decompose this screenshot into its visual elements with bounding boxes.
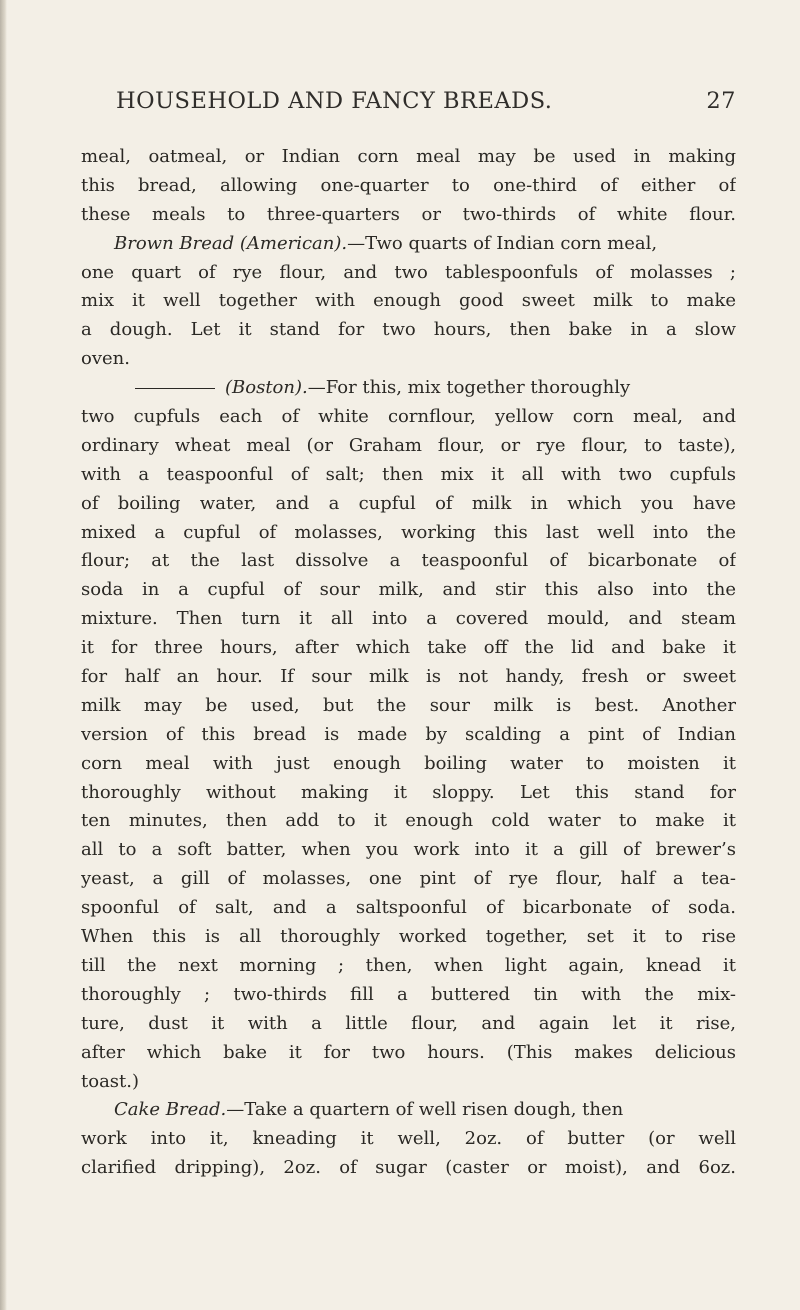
text-line: soda in a cupful of sour milk, and stir this also into the: [81, 579, 736, 601]
text-line: [81, 374, 736, 403]
page-number: 27: [706, 88, 736, 114]
text-line: clarified dripping), 2oz. of sugar (caster or moist), and 6oz.: [81, 1157, 736, 1179]
recipe-heading-cake-bread: Cake Bread.: [114, 1099, 227, 1121]
text-line: till the next morning ; then, when light again, knead it: [81, 954, 736, 976]
text-line: ordinary wheat meal (or Graham flour, or rye flour, to taste),: [81, 434, 736, 456]
text-line: a dough. Let it stand for two hours, then bake in a slow: [81, 319, 736, 341]
running-header: [116, 88, 736, 116]
text-line: thoroughly without making it sloppy. Let this stand for: [81, 781, 736, 803]
text-line: flour; at the last dissolve a teaspoonful of bicarbonate of: [81, 550, 736, 572]
text-line: spoonful of salt, and a saltspoonful of bicarbonate of soda.: [81, 897, 736, 919]
text-line: of boiling water, and a cupful of milk in which you have: [81, 492, 736, 514]
text-line: When this is all thoroughly worked together, set it to rise: [81, 926, 736, 948]
text-line: yeast, a gill of molasses, one pint of rye flour, half a tea-: [81, 868, 736, 890]
text-line: oven.: [81, 348, 130, 370]
text-run: —Two quarts of Indian corn meal,: [347, 232, 658, 254]
text-line: corn meal with just enough boiling water to moisten it: [81, 752, 736, 774]
text-line: mix it well together with enough good sweet milk to make: [81, 290, 736, 312]
text-line: after which bake it for two hours. (This makes delicious: [81, 1041, 736, 1063]
recipe-heading-boston: (Boston).: [225, 377, 308, 399]
text-line: with a teaspoonful of salt; then mix it all with two cupfuls: [81, 463, 736, 485]
recipe-heading-brown-bread: Brown Bread (American).: [114, 232, 348, 254]
text-line: [81, 230, 736, 259]
text-line: two cupfuls each of white cornflour, yellow corn meal, and: [81, 406, 736, 428]
text-run: —Take a quartern of well risen dough, then: [226, 1099, 624, 1121]
text-line: it for three hours, after which take off the lid and bake it: [81, 637, 736, 659]
text-line: this bread, allowing one-quarter to one-third of either of: [81, 174, 736, 196]
text-line: mixed a cupful of molasses, working this last well into the: [81, 521, 736, 543]
text-line: [81, 1096, 736, 1125]
recipe-text: [81, 143, 736, 1183]
text-line: toast.): [81, 1070, 140, 1092]
text-line: thoroughly ; two-thirds fill a buttered tin with the mix-: [81, 983, 736, 1005]
running-title: HOUSEHOLD AND FANCY BREADS.: [116, 88, 553, 114]
text-line: one quart of rye flour, and two tablespoonfuls of molasses ;: [81, 261, 736, 283]
text-line: version of this bread is made by scalding a pint of Indian: [81, 723, 736, 745]
text-line: milk may be used, but the sour milk is best. Another: [81, 694, 736, 716]
text-line: ten minutes, then add to it enough cold water to make it: [81, 810, 736, 832]
text-run: —For this, mix together thoroughly: [307, 377, 631, 399]
text-line: meal, oatmeal, or Indian corn meal may be used in making: [81, 146, 736, 167]
text-line: work into it, kneading it well, 2oz. of butter (or well: [81, 1128, 736, 1150]
ditto-rule: [135, 388, 215, 389]
text-line: for half an hour. If sour milk is not handy, fresh or sweet: [81, 666, 736, 688]
text-line: mixture. Then turn it all into a covered mould, and steam: [81, 608, 736, 630]
text-line: ture, dust it with a little flour, and again let it rise,: [81, 1012, 736, 1034]
text-line: these meals to three-quarters or two-thirds of white flour.: [81, 203, 736, 225]
text-line: all to a soft batter, when you work into it a gill of brewer’s: [81, 839, 736, 861]
